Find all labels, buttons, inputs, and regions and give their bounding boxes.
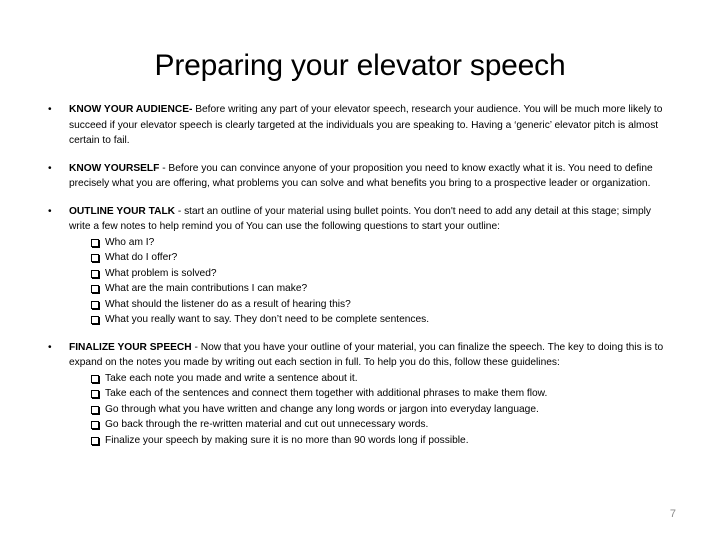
bullet-text: - Before you can convince anyone of your proposition you need to know exactly what it is. You need to define precisely what you are offering, what problems you can solve and what benefits you bring to a prospective leader or organization. xyxy=(69,162,653,189)
checkbox-icon xyxy=(91,239,99,247)
bullet-text: - start an outline of your material using bullet points. You don't need to add any detail at this stage; simply write a few notes to help remind you of You can use the following questions to start your outline: xyxy=(69,205,651,232)
sub-list-item-text: What you really want to say. They don’t need to be complete sentences. xyxy=(105,314,430,325)
sub-list-item xyxy=(69,433,674,449)
bullet-item-audience xyxy=(48,102,674,149)
bullet-icon: • xyxy=(48,104,52,115)
sub-list-item xyxy=(69,281,674,297)
bullet-heading: OUTLINE YOUR TALK xyxy=(69,205,176,217)
bullet-heading: KNOW YOUR AUDIENCE- xyxy=(69,104,193,115)
sub-list-item-text: What problem is solved? xyxy=(105,267,217,279)
sub-list-item xyxy=(69,417,674,433)
bullet-item-outline xyxy=(48,204,674,328)
bullet-text: - Now that you have your outline of your material, you can finalize the speech. The key to doing this is to expand on the notes you made by writing out each section in full. To help you do this, follow these guidelines: xyxy=(69,341,664,368)
checkbox-icon xyxy=(91,254,99,262)
checkbox-icon xyxy=(91,437,99,445)
sub-list-item xyxy=(69,266,674,282)
bullet-icon: • xyxy=(48,162,52,174)
sub-list-item xyxy=(69,312,674,328)
checkbox-icon xyxy=(91,406,99,414)
sub-list-item-text: Take each of the sentences and connect them together with additional phrases to make them flow. xyxy=(105,388,548,399)
sub-list-item xyxy=(69,402,674,418)
checkbox-icon xyxy=(91,301,99,309)
sub-list-item-text: Go back through the re-written material and cut out unnecessary words. xyxy=(105,419,429,430)
checkbox-icon xyxy=(91,270,99,278)
slide-title: Preparing your elevator speech xyxy=(154,49,566,82)
bullet-icon: • xyxy=(48,205,52,217)
checkbox-icon xyxy=(91,421,99,429)
checkbox-icon xyxy=(91,316,99,324)
sub-list-item xyxy=(69,250,674,266)
sub-list-item xyxy=(69,371,674,387)
sub-list-item-text: What should the listener do as a result of hearing this? xyxy=(105,298,351,310)
sub-list-item-text: Go through what you have written and change any long words or jargon into everyday language. xyxy=(105,403,539,415)
bullet-icon: • xyxy=(48,341,52,353)
checkbox-icon xyxy=(91,375,99,383)
slide-body xyxy=(48,102,674,460)
bullet-text: Before writing any part of your elevator speech, research your audience. You will be much more likely to succeed if your elevator speech is clearly targeted at the individuals you are speaking to. Having a ‘generic’ elevator pitch is almost certain to fail. xyxy=(69,104,663,146)
sub-list-item xyxy=(69,386,674,402)
checkbox-icon xyxy=(91,390,99,398)
sub-list-item xyxy=(69,297,674,313)
bullet-item-finalize xyxy=(48,340,674,449)
page-number: 7 xyxy=(669,508,676,520)
sub-list-item-text: Finalize your speech by making sure it is no more than 90 words long if possible. xyxy=(105,434,469,446)
sub-list-item-text: Who am I? xyxy=(105,236,155,248)
sub-list xyxy=(69,235,674,328)
sub-list xyxy=(69,371,674,449)
sub-list-item-text: Take each note you made and write a sentence about it. xyxy=(105,372,358,384)
bullet-item-yourself xyxy=(48,161,674,192)
sub-list-item-text: What do I offer? xyxy=(105,252,178,263)
sub-list-item-text: What are the main contributions I can make? xyxy=(105,283,308,294)
sub-list-item xyxy=(69,235,674,251)
checkbox-icon xyxy=(91,285,99,293)
bullet-heading: FINALIZE YOUR SPEECH xyxy=(69,341,192,353)
bullet-heading: KNOW YOURSELF xyxy=(69,162,160,174)
